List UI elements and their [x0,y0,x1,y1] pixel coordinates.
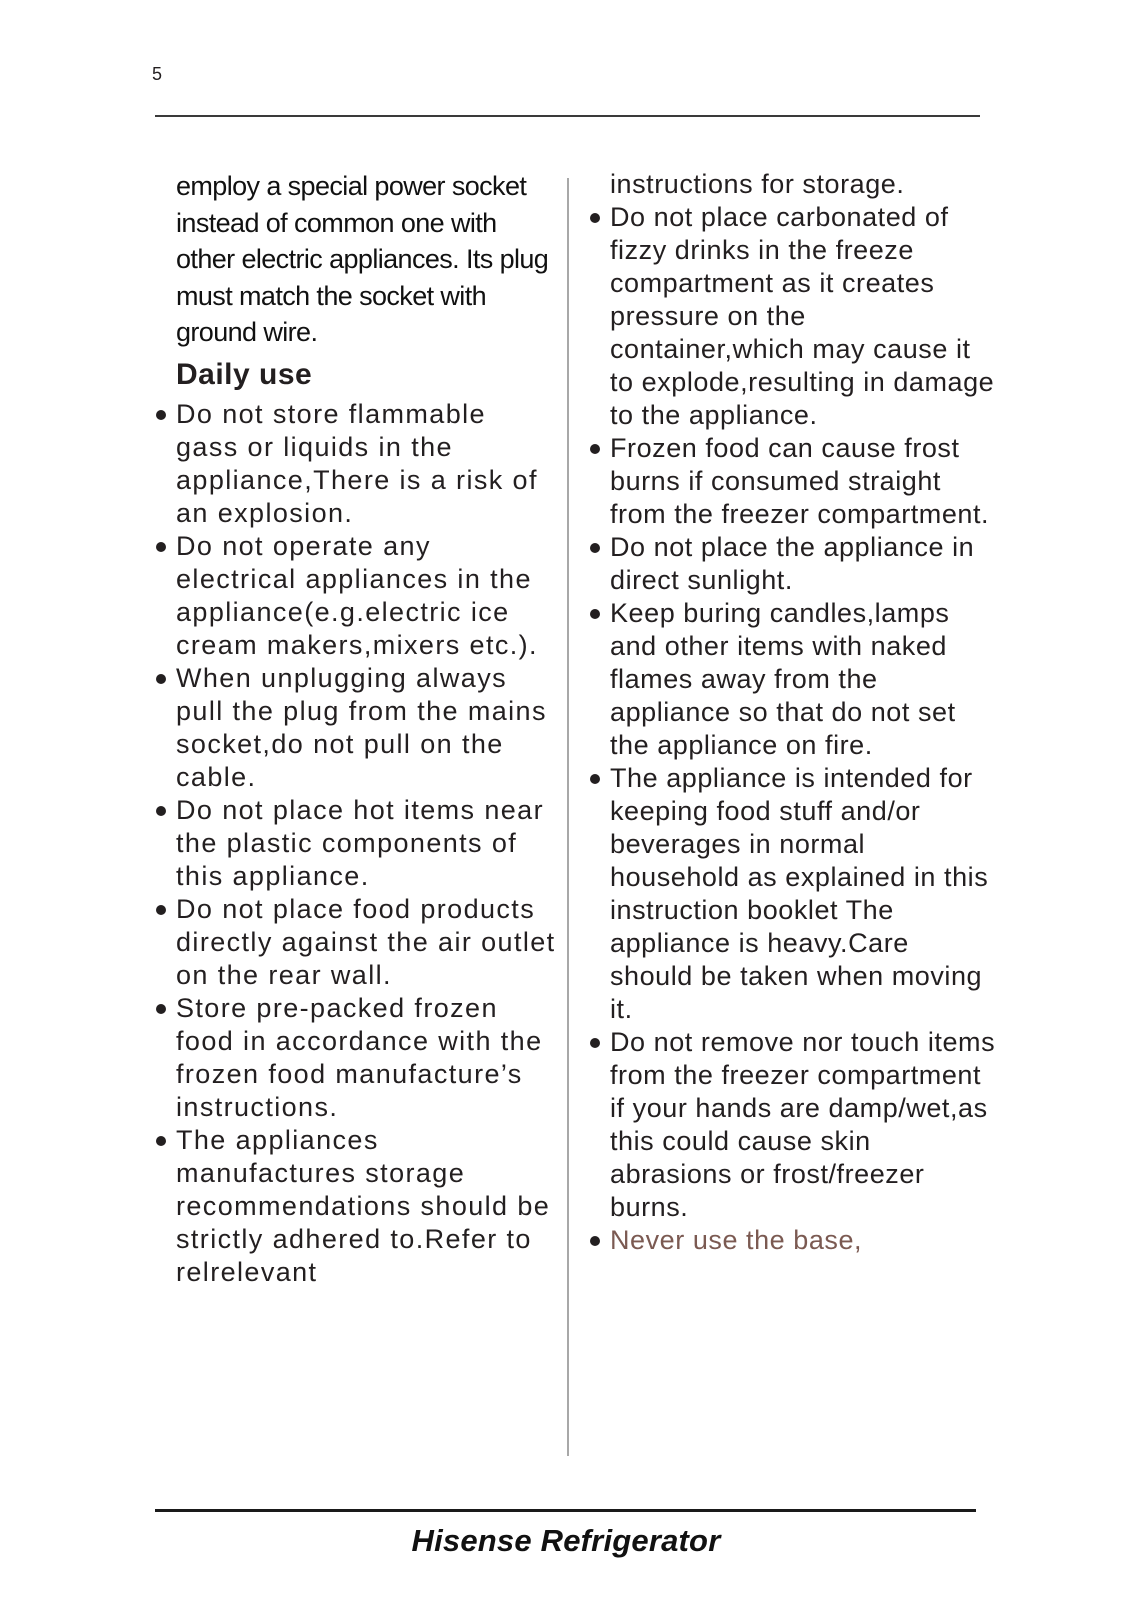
list-item [588,1224,998,1257]
bullet-icon [156,1136,166,1146]
list-item [154,992,556,1124]
section-heading-daily-use: Daily use [176,357,313,391]
list-item-text: Do not store flammable gass or liquids in the appliance,There is a risk of an explosion. [176,398,538,528]
top-rule [155,115,980,117]
list-item-text: Do not remove nor touch items from the freezer compartment if your hands are damp/wet,as this could cause skin abrasions or frost/freezer burns. [610,1027,996,1222]
list-item [154,1124,556,1289]
daily-use-list [154,398,556,1289]
bullet-icon [156,542,166,552]
list-item [588,1026,998,1224]
list-item [588,762,998,1026]
bottom-rule [155,1509,976,1512]
list-item [154,794,556,893]
list-item-text: When unplugging always pull the plug from the mains socket,do not pull on the cable. [176,662,547,792]
list-item [154,893,556,992]
bullet-icon [590,444,600,454]
list-item [588,531,998,597]
column-divider [567,178,569,1456]
list-item-text: Store pre-packed frozen food in accordance with the frozen food manufacture’s instructions. [176,992,543,1122]
left-column [154,168,556,1289]
list-item-text: Do not place carbonated of fizzy drinks in the freeze compartment as it creates pressure on the container,which may cause it to explode,resulting in damage to the appliance. [610,202,995,430]
list-item-text: Do not operate any electrical appliances in the appliance(e.g.electric ice cream makers,mixers etc.). [176,530,538,660]
bullet-icon [590,543,600,553]
footer-brand: Hisense Refrigerator [411,1523,721,1558]
bullet-icon [590,1236,600,1246]
bullet-icon [156,806,166,816]
list-item [588,597,998,762]
list-item-text: Do not place the appliance in direct sunlight. [610,532,975,595]
bullet-icon [590,213,600,223]
bullet-icon [156,410,166,420]
list-item-text: Frozen food can cause frost burns if consumed straight from the freezer compartment. [610,433,990,529]
bullet-icon [156,905,166,915]
bullet-icon [590,774,600,784]
list-item-text: The appliances manufactures storage recommendations should be strictly adhered to.Refer to relrelevant [176,1124,551,1287]
list-item-text: Never use the base, [610,1225,863,1255]
continuation-text: instructions for storage. [610,169,905,199]
list-item [588,201,998,432]
intro-paragraph: employ a special power socket instead of common one with other electric appliances. Its plug must match the socket with ground wire. [176,171,549,347]
right-column [588,168,998,1257]
list-item [154,530,556,662]
list-item [154,662,556,794]
bullet-icon [156,1004,166,1014]
page-number: 5 [152,64,163,84]
list-item-text: Do not place hot items near the plastic components of this appliance. [176,794,544,891]
list-item [588,432,998,531]
safety-list [588,201,998,1257]
list-item-text: Do not place food products directly against the air outlet on the rear wall. [176,893,556,990]
list-item [154,398,556,530]
list-item-text: The appliance is intended for keeping food stuff and/or beverages in normal household as explained in this instruction booklet The appliance is heavy.Care should be taken when moving it. [610,763,989,1024]
bullet-icon [590,1038,600,1048]
list-item-text: Keep buring candles,lamps and other items with naked flames away from the appliance so that do not set the appliance on fire. [610,598,956,760]
bullet-icon [156,674,166,684]
bullet-icon [590,609,600,619]
